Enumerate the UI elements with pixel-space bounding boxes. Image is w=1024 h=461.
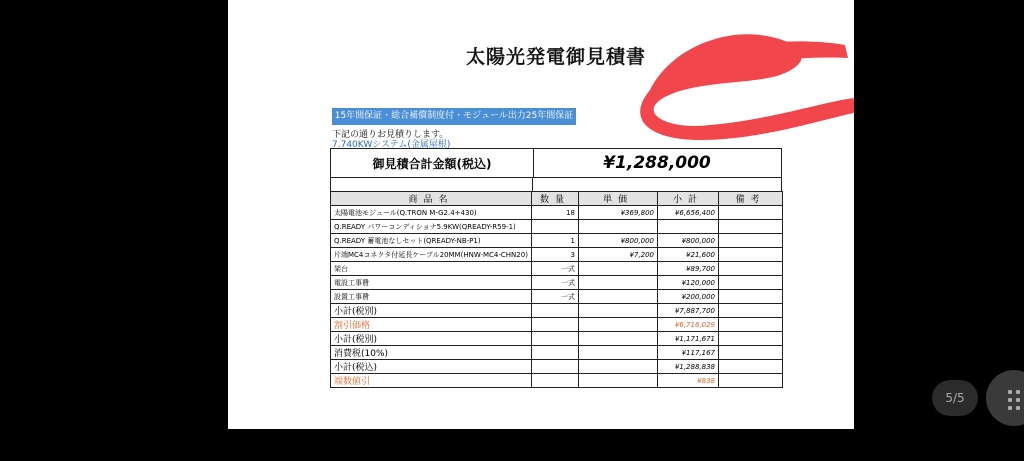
grid-view-icon[interactable]	[986, 370, 1024, 426]
document-page	[228, 0, 854, 429]
header-item: 商品名	[331, 192, 532, 206]
item-name: Q.READY パワーコンディショナ5.9KW(QREADY-R59-1)	[331, 220, 532, 234]
summary-label: 小計(税込)	[331, 360, 532, 374]
summary-row	[331, 346, 783, 360]
item-notes	[719, 290, 783, 304]
system-spec: 7.740KWシステム(金属屋根)	[332, 140, 451, 150]
warranty-banner: 15年間保証・総合補償制度付・モジュール出力25年間保証	[332, 108, 576, 125]
item-subtotal: ¥120,000	[658, 276, 719, 290]
item-subtotal: ¥6,656,400	[658, 206, 719, 220]
item-name: 太陽電池モジュール(Q.TRON M-G2.4+430)	[331, 206, 532, 220]
summary-value: ¥117,167	[658, 346, 719, 360]
item-name: 電設工事費	[331, 276, 532, 290]
table-row	[331, 220, 783, 234]
summary-label: 消費税(10%)	[331, 346, 532, 360]
item-qty: 18	[532, 206, 579, 220]
summary-value: ¥1,288,838	[658, 360, 719, 374]
item-qty: 1	[532, 234, 579, 248]
summary-label: 小計(税別)	[331, 332, 532, 346]
summary-label: 小計(税別)	[331, 304, 532, 318]
item-unit-price	[579, 290, 658, 304]
total-amount-box	[330, 148, 782, 178]
table-row	[331, 234, 783, 248]
total-label: 御見積合計金額(税込)	[331, 149, 534, 177]
item-notes	[719, 248, 783, 262]
estimate-table	[330, 191, 783, 388]
item-notes	[719, 206, 783, 220]
summary-value: ¥6,716,029	[658, 318, 719, 332]
table-row	[331, 276, 783, 290]
item-name: Q.READY 蓄電池なしセット(QREADY-NB-P1)	[331, 234, 532, 248]
item-notes	[719, 220, 783, 234]
header-subtotal: 小計	[658, 192, 719, 206]
total-value: ¥1,288,000	[603, 153, 711, 173]
header-unit-price: 単価	[579, 192, 658, 206]
item-qty: 3	[532, 248, 579, 262]
header-qty: 数量	[532, 192, 579, 206]
item-qty: 一式	[532, 276, 579, 290]
summary-row	[331, 332, 783, 346]
item-unit-price	[579, 262, 658, 276]
item-unit-price: ¥7,200	[579, 248, 658, 262]
header-notes: 備考	[719, 192, 783, 206]
table-row	[331, 290, 783, 304]
item-subtotal: ¥89,700	[658, 262, 719, 276]
summary-value: ¥1,171,671	[658, 332, 719, 346]
summary-row	[331, 360, 783, 374]
table-row	[331, 206, 783, 220]
item-notes	[719, 262, 783, 276]
item-name: 片端MC4コネクタ付延長ケーブル20MM(HNW-MC4-CHN20)	[331, 248, 532, 262]
summary-row-discount	[331, 318, 783, 332]
table-header	[331, 192, 783, 206]
item-qty: 一式	[532, 262, 579, 276]
table-row	[331, 248, 783, 262]
item-notes	[719, 234, 783, 248]
item-subtotal: ¥21,600	[658, 248, 719, 262]
spacer-row	[330, 178, 782, 192]
summary-value: ¥7,887,700	[658, 304, 719, 318]
page-indicator[interactable]: 5/5	[932, 380, 978, 416]
intro-text: 下記の通りお見積りします。	[332, 130, 449, 140]
item-subtotal: ¥800,000	[658, 234, 719, 248]
item-notes	[719, 276, 783, 290]
redaction-scribble	[630, 20, 854, 142]
item-subtotal	[658, 220, 719, 234]
summary-label: 割引価格	[331, 318, 532, 332]
summary-value: ¥838	[658, 374, 719, 388]
document-title: 太陽光発電御見積書	[466, 46, 647, 68]
item-subtotal: ¥200,000	[658, 290, 719, 304]
table-row	[331, 262, 783, 276]
item-qty	[532, 220, 579, 234]
item-unit-price: ¥369,800	[579, 206, 658, 220]
item-unit-price: ¥800,000	[579, 234, 658, 248]
summary-row-rounding	[331, 374, 783, 388]
summary-row	[331, 304, 783, 318]
summary-label: 端数値引	[331, 374, 532, 388]
item-name: 設置工事費	[331, 290, 532, 304]
item-unit-price	[579, 220, 658, 234]
item-qty: 一式	[532, 290, 579, 304]
item-unit-price	[579, 276, 658, 290]
item-name: 架台	[331, 262, 532, 276]
